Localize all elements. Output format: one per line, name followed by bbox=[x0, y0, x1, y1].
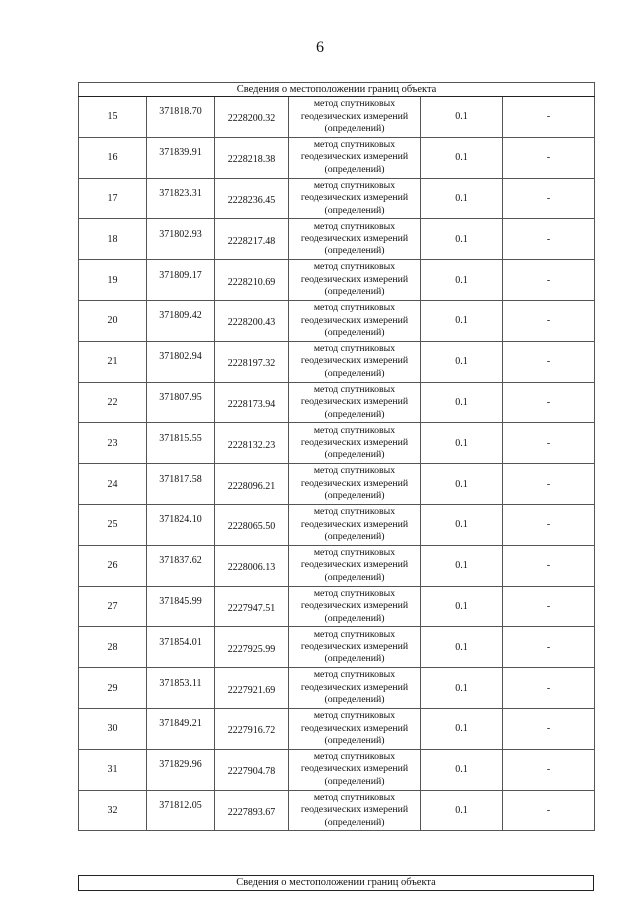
point-number-cell-text: 15 bbox=[107, 111, 118, 123]
method-line: (определений) bbox=[324, 694, 385, 706]
y-coordinate-cell bbox=[215, 382, 289, 423]
y-coordinate-cell bbox=[215, 708, 289, 749]
y-coordinate-cell bbox=[215, 178, 289, 219]
method-cell bbox=[289, 464, 421, 505]
note-cell bbox=[503, 749, 595, 790]
y-coordinate-cell-text: 2227921.69 bbox=[227, 684, 276, 696]
accuracy-cell-text: 0.1 bbox=[455, 396, 468, 408]
x-coordinate-cell-text: 371839.91 bbox=[159, 147, 202, 159]
point-number-cell bbox=[79, 219, 147, 260]
method-line: метод спутниковых bbox=[313, 587, 396, 599]
method-line: (определений) bbox=[324, 531, 385, 543]
point-number-cell-text: 18 bbox=[107, 233, 118, 245]
y-coordinate-cell-text: 2228197.32 bbox=[227, 358, 276, 370]
method-cell bbox=[289, 545, 421, 586]
y-coordinate-cell bbox=[215, 627, 289, 668]
method-line: метод спутниковых bbox=[313, 710, 396, 722]
method-cell bbox=[289, 219, 421, 260]
table-row bbox=[79, 300, 595, 341]
x-coordinate-cell-text: 371802.94 bbox=[159, 351, 202, 363]
note-cell-text: - bbox=[546, 600, 551, 612]
note-cell bbox=[503, 178, 595, 219]
method-cell bbox=[289, 423, 421, 464]
point-number-cell bbox=[79, 749, 147, 790]
note-cell-text: - bbox=[546, 682, 551, 694]
table-row bbox=[79, 545, 595, 586]
x-coordinate-cell bbox=[147, 627, 215, 668]
x-coordinate-cell-text: 371829.96 bbox=[159, 759, 202, 771]
note-cell-text: - bbox=[546, 723, 551, 735]
method-line: геодезических измерений bbox=[300, 233, 409, 245]
boundary-coordinates-table bbox=[78, 82, 595, 831]
y-coordinate-cell bbox=[215, 545, 289, 586]
y-coordinate-cell-text: 2228217.48 bbox=[227, 235, 276, 247]
table-row bbox=[79, 382, 595, 423]
method-cell bbox=[289, 341, 421, 382]
accuracy-cell bbox=[421, 382, 503, 423]
method-line: (определений) bbox=[324, 245, 385, 257]
method-line: метод спутниковых bbox=[313, 547, 396, 559]
y-coordinate-cell bbox=[215, 464, 289, 505]
table-row bbox=[79, 504, 595, 545]
point-number-cell-text: 28 bbox=[107, 641, 118, 653]
accuracy-cell-text: 0.1 bbox=[455, 274, 468, 286]
y-coordinate-cell bbox=[215, 260, 289, 301]
y-coordinate-cell bbox=[215, 219, 289, 260]
method-line: геодезических измерений bbox=[300, 110, 409, 122]
accuracy-cell-text: 0.1 bbox=[455, 600, 468, 612]
x-coordinate-cell-text: 371802.93 bbox=[159, 228, 202, 240]
x-coordinate-cell bbox=[147, 341, 215, 382]
y-coordinate-cell-text: 2227947.51 bbox=[227, 602, 276, 614]
y-coordinate-cell-text: 2228236.45 bbox=[227, 194, 276, 206]
method-line: метод спутниковых bbox=[313, 669, 396, 681]
method-line: геодезических измерений bbox=[300, 396, 409, 408]
accuracy-cell-text: 0.1 bbox=[455, 356, 468, 368]
point-number-cell-text: 27 bbox=[107, 600, 118, 612]
accuracy-cell-text: 0.1 bbox=[455, 437, 468, 449]
accuracy-cell-text: 0.1 bbox=[455, 682, 468, 694]
note-cell bbox=[503, 382, 595, 423]
table-row bbox=[79, 137, 595, 178]
note-cell-text: - bbox=[546, 519, 551, 531]
note-cell-text: - bbox=[546, 641, 551, 653]
table-row bbox=[79, 627, 595, 668]
table-row bbox=[79, 423, 595, 464]
note-cell bbox=[503, 586, 595, 627]
note-cell bbox=[503, 790, 595, 831]
method-line: (определений) bbox=[324, 490, 385, 502]
accuracy-cell-text: 0.1 bbox=[455, 723, 468, 735]
method-cell bbox=[289, 749, 421, 790]
y-coordinate-cell bbox=[215, 504, 289, 545]
point-number-cell-text: 25 bbox=[107, 519, 118, 531]
note-cell-text: - bbox=[546, 804, 551, 816]
point-number-cell bbox=[79, 341, 147, 382]
method-line: геодезических измерений bbox=[300, 192, 409, 204]
note-cell-text: - bbox=[546, 192, 551, 204]
x-coordinate-cell-text: 371849.21 bbox=[159, 718, 202, 730]
method-line: (определений) bbox=[324, 123, 385, 135]
accuracy-cell bbox=[421, 627, 503, 668]
accuracy-cell bbox=[421, 423, 503, 464]
y-coordinate-cell bbox=[215, 300, 289, 341]
x-coordinate-cell-text: 371837.62 bbox=[159, 555, 202, 567]
point-number-cell bbox=[79, 300, 147, 341]
y-coordinate-cell-text: 2228200.32 bbox=[227, 113, 276, 125]
method-cell bbox=[289, 504, 421, 545]
note-cell-text: - bbox=[546, 152, 551, 164]
method-cell bbox=[289, 178, 421, 219]
x-coordinate-cell bbox=[147, 382, 215, 423]
x-coordinate-cell-text: 371854.01 bbox=[159, 636, 202, 648]
point-number-cell-text: 21 bbox=[107, 356, 118, 368]
x-coordinate-cell bbox=[147, 260, 215, 301]
x-coordinate-cell-text: 371823.31 bbox=[159, 187, 202, 199]
table-row bbox=[79, 586, 595, 627]
accuracy-cell bbox=[421, 300, 503, 341]
x-coordinate-cell-text: 371845.99 bbox=[159, 595, 202, 607]
x-coordinate-cell bbox=[147, 300, 215, 341]
point-number-cell-text: 32 bbox=[107, 804, 118, 816]
note-cell-text: - bbox=[546, 560, 551, 572]
method-line: геодезических измерений bbox=[300, 151, 409, 163]
method-line: геодезических измерений bbox=[300, 722, 409, 734]
y-coordinate-cell bbox=[215, 790, 289, 831]
method-line: геодезических измерений bbox=[300, 641, 409, 653]
note-cell bbox=[503, 341, 595, 382]
method-line: метод спутниковых bbox=[313, 179, 396, 191]
accuracy-cell bbox=[421, 178, 503, 219]
note-cell-text: - bbox=[546, 764, 551, 776]
y-coordinate-cell bbox=[215, 668, 289, 709]
y-coordinate-cell bbox=[215, 97, 289, 138]
note-cell-text: - bbox=[546, 437, 551, 449]
note-cell bbox=[503, 423, 595, 464]
note-cell bbox=[503, 300, 595, 341]
method-cell bbox=[289, 627, 421, 668]
y-coordinate-cell-text: 2228218.38 bbox=[227, 154, 276, 166]
x-coordinate-cell bbox=[147, 504, 215, 545]
method-line: метод спутниковых bbox=[313, 98, 396, 110]
method-cell bbox=[289, 300, 421, 341]
accuracy-cell-text: 0.1 bbox=[455, 315, 468, 327]
accuracy-cell-text: 0.1 bbox=[455, 478, 468, 490]
x-coordinate-cell-text: 371809.17 bbox=[159, 269, 202, 281]
accuracy-cell bbox=[421, 341, 503, 382]
method-cell bbox=[289, 790, 421, 831]
table-body bbox=[79, 97, 595, 831]
accuracy-cell bbox=[421, 260, 503, 301]
x-coordinate-cell bbox=[147, 178, 215, 219]
point-number-cell bbox=[79, 137, 147, 178]
point-number-cell-text: 24 bbox=[107, 478, 118, 490]
x-coordinate-cell bbox=[147, 137, 215, 178]
accuracy-cell bbox=[421, 749, 503, 790]
method-line: (определений) bbox=[324, 327, 385, 339]
method-line: метод спутниковых bbox=[313, 424, 396, 436]
method-line: геодезических измерений bbox=[300, 314, 409, 326]
y-coordinate-cell bbox=[215, 749, 289, 790]
accuracy-cell bbox=[421, 219, 503, 260]
table-row bbox=[79, 668, 595, 709]
table-caption: Сведения о местоположении границ объекта bbox=[79, 83, 595, 97]
note-cell bbox=[503, 668, 595, 709]
x-coordinate-cell-text: 371815.55 bbox=[159, 432, 202, 444]
y-coordinate-cell bbox=[215, 423, 289, 464]
x-coordinate-cell bbox=[147, 545, 215, 586]
x-coordinate-cell-text: 371817.58 bbox=[159, 473, 202, 485]
note-cell-text: - bbox=[546, 111, 551, 123]
point-number-cell bbox=[79, 423, 147, 464]
method-line: геодезических измерений bbox=[300, 355, 409, 367]
point-number-cell-text: 29 bbox=[107, 682, 118, 694]
method-line: геодезических измерений bbox=[300, 477, 409, 489]
y-coordinate-cell-text: 2228173.94 bbox=[227, 398, 276, 410]
table-row bbox=[79, 97, 595, 138]
method-line: (определений) bbox=[324, 735, 385, 747]
accuracy-cell bbox=[421, 668, 503, 709]
accuracy-cell bbox=[421, 97, 503, 138]
table-row bbox=[79, 708, 595, 749]
note-cell bbox=[503, 708, 595, 749]
method-line: метод спутниковых bbox=[313, 383, 396, 395]
method-line: метод спутниковых bbox=[313, 791, 396, 803]
y-coordinate-cell-text: 2227916.72 bbox=[227, 725, 276, 737]
x-coordinate-cell-text: 371809.42 bbox=[159, 310, 202, 322]
x-coordinate-cell bbox=[147, 464, 215, 505]
accuracy-cell bbox=[421, 545, 503, 586]
y-coordinate-cell-text: 2228132.23 bbox=[227, 439, 276, 451]
table-row bbox=[79, 178, 595, 219]
x-coordinate-cell bbox=[147, 749, 215, 790]
method-line: геодезических измерений bbox=[300, 518, 409, 530]
method-cell bbox=[289, 97, 421, 138]
method-line: геодезических измерений bbox=[300, 763, 409, 775]
method-line: метод спутниковых bbox=[313, 506, 396, 518]
note-cell bbox=[503, 219, 595, 260]
point-number-cell bbox=[79, 382, 147, 423]
method-line: (определений) bbox=[324, 816, 385, 828]
method-cell bbox=[289, 137, 421, 178]
point-number-cell-text: 22 bbox=[107, 396, 118, 408]
point-number-cell-text: 30 bbox=[107, 723, 118, 735]
next-table-caption: Сведения о местоположении границ объекта bbox=[78, 875, 594, 891]
table-row bbox=[79, 790, 595, 831]
x-coordinate-cell bbox=[147, 219, 215, 260]
point-number-cell bbox=[79, 708, 147, 749]
accuracy-cell bbox=[421, 504, 503, 545]
method-line: геодезических измерений bbox=[300, 804, 409, 816]
point-number-cell-text: 23 bbox=[107, 437, 118, 449]
accuracy-cell-text: 0.1 bbox=[455, 804, 468, 816]
method-cell bbox=[289, 708, 421, 749]
y-coordinate-cell bbox=[215, 137, 289, 178]
accuracy-cell bbox=[421, 790, 503, 831]
accuracy-cell bbox=[421, 708, 503, 749]
y-coordinate-cell-text: 2227904.78 bbox=[227, 766, 276, 778]
method-line: (определений) bbox=[324, 204, 385, 216]
point-number-cell-text: 19 bbox=[107, 274, 118, 286]
note-cell-text: - bbox=[546, 356, 551, 368]
method-line: геодезических измерений bbox=[300, 559, 409, 571]
y-coordinate-cell-text: 2228200.43 bbox=[227, 317, 276, 329]
note-cell bbox=[503, 504, 595, 545]
note-cell-text: - bbox=[546, 274, 551, 286]
method-line: метод спутниковых bbox=[313, 751, 396, 763]
y-coordinate-cell bbox=[215, 586, 289, 627]
note-cell bbox=[503, 545, 595, 586]
y-coordinate-cell-text: 2228065.50 bbox=[227, 521, 276, 533]
method-cell bbox=[289, 668, 421, 709]
table-row bbox=[79, 749, 595, 790]
y-coordinate-cell-text: 2228210.69 bbox=[227, 276, 276, 288]
method-line: метод спутниковых bbox=[313, 261, 396, 273]
y-coordinate-cell-text: 2228006.13 bbox=[227, 562, 276, 574]
accuracy-cell-text: 0.1 bbox=[455, 233, 468, 245]
x-coordinate-cell bbox=[147, 586, 215, 627]
accuracy-cell bbox=[421, 586, 503, 627]
method-line: метод спутниковых bbox=[313, 628, 396, 640]
note-cell bbox=[503, 137, 595, 178]
method-line: (определений) bbox=[324, 449, 385, 461]
accuracy-cell-text: 0.1 bbox=[455, 560, 468, 572]
method-line: геодезических измерений bbox=[300, 681, 409, 693]
note-cell bbox=[503, 97, 595, 138]
x-coordinate-cell-text: 371812.05 bbox=[159, 799, 202, 811]
note-cell-text: - bbox=[546, 233, 551, 245]
y-coordinate-cell-text: 2227893.67 bbox=[227, 806, 276, 818]
accuracy-cell bbox=[421, 464, 503, 505]
accuracy-cell-text: 0.1 bbox=[455, 152, 468, 164]
x-coordinate-cell-text: 371853.11 bbox=[159, 677, 202, 689]
point-number-cell bbox=[79, 464, 147, 505]
y-coordinate-cell-text: 2228096.21 bbox=[227, 480, 276, 492]
note-cell bbox=[503, 627, 595, 668]
x-coordinate-cell bbox=[147, 97, 215, 138]
accuracy-cell-text: 0.1 bbox=[455, 519, 468, 531]
method-line: (определений) bbox=[324, 571, 385, 583]
method-line: геодезических измерений bbox=[300, 273, 409, 285]
y-coordinate-cell bbox=[215, 341, 289, 382]
method-line: метод спутниковых bbox=[313, 139, 396, 151]
page-number: 6 bbox=[316, 39, 324, 56]
point-number-cell bbox=[79, 790, 147, 831]
accuracy-cell-text: 0.1 bbox=[455, 764, 468, 776]
method-line: геодезических измерений bbox=[300, 600, 409, 612]
point-number-cell bbox=[79, 586, 147, 627]
x-coordinate-cell-text: 371807.95 bbox=[159, 391, 202, 403]
x-coordinate-cell-text: 371818.70 bbox=[159, 106, 202, 118]
method-cell bbox=[289, 586, 421, 627]
method-line: (определений) bbox=[324, 286, 385, 298]
point-number-cell bbox=[79, 504, 147, 545]
point-number-cell bbox=[79, 545, 147, 586]
method-line: (определений) bbox=[324, 163, 385, 175]
method-line: метод спутниковых bbox=[313, 465, 396, 477]
method-cell bbox=[289, 260, 421, 301]
point-number-cell bbox=[79, 97, 147, 138]
point-number-cell-text: 26 bbox=[107, 560, 118, 572]
x-coordinate-cell-text: 371824.10 bbox=[159, 514, 202, 526]
table-row bbox=[79, 219, 595, 260]
table-row bbox=[79, 464, 595, 505]
accuracy-cell-text: 0.1 bbox=[455, 192, 468, 204]
x-coordinate-cell bbox=[147, 790, 215, 831]
note-cell-text: - bbox=[546, 396, 551, 408]
table-row bbox=[79, 341, 595, 382]
method-cell bbox=[289, 382, 421, 423]
method-line: геодезических измерений bbox=[300, 437, 409, 449]
point-number-cell-text: 20 bbox=[107, 315, 118, 327]
note-cell bbox=[503, 260, 595, 301]
accuracy-cell bbox=[421, 137, 503, 178]
accuracy-cell-text: 0.1 bbox=[455, 641, 468, 653]
method-line: метод спутниковых bbox=[313, 343, 396, 355]
note-cell bbox=[503, 464, 595, 505]
point-number-cell-text: 31 bbox=[107, 764, 118, 776]
note-cell-text: - bbox=[546, 478, 551, 490]
x-coordinate-cell bbox=[147, 423, 215, 464]
table-row bbox=[79, 260, 595, 301]
point-number-cell bbox=[79, 178, 147, 219]
method-line: (определений) bbox=[324, 612, 385, 624]
method-line: (определений) bbox=[324, 408, 385, 420]
point-number-cell bbox=[79, 260, 147, 301]
note-cell-text: - bbox=[546, 315, 551, 327]
x-coordinate-cell bbox=[147, 708, 215, 749]
accuracy-cell-text: 0.1 bbox=[455, 111, 468, 123]
point-number-cell-text: 17 bbox=[107, 192, 118, 204]
method-line: (определений) bbox=[324, 653, 385, 665]
point-number-cell bbox=[79, 668, 147, 709]
x-coordinate-cell bbox=[147, 668, 215, 709]
method-line: метод спутниковых bbox=[313, 220, 396, 232]
method-line: (определений) bbox=[324, 775, 385, 787]
method-line: метод спутниковых bbox=[313, 302, 396, 314]
method-line: (определений) bbox=[324, 367, 385, 379]
y-coordinate-cell-text: 2227925.99 bbox=[227, 643, 276, 655]
point-number-cell-text: 16 bbox=[107, 152, 118, 164]
point-number-cell bbox=[79, 627, 147, 668]
